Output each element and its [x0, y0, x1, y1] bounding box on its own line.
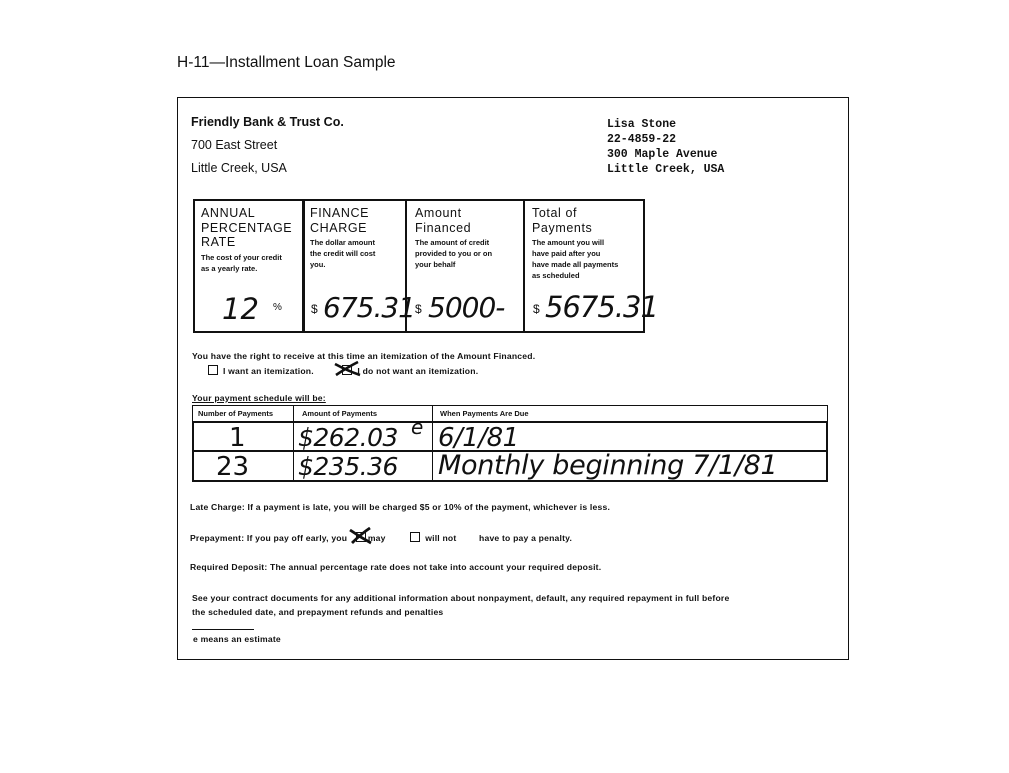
- late-charge-text: If a payment is late, you will be charged $5 or 10% of the payment, whichever is less.: [247, 502, 611, 512]
- prepayment-will-not-option[interactable]: [410, 533, 459, 543]
- apr-unit: %: [273, 302, 282, 313]
- apr-description: The cost of your credit as a yearly rate.: [201, 252, 282, 273]
- finance-dollar-sign: $: [311, 302, 318, 316]
- checkbox-checked-icon[interactable]: [342, 365, 352, 375]
- borrower-address1: 300 Maple Avenue: [607, 148, 718, 161]
- amount-financed-description: The amount of credit provided to you or on your behalf: [415, 238, 493, 269]
- page-title: H-11—Installment Loan Sample: [177, 54, 396, 71]
- table-row-1-due: 6/1/81: [438, 423, 519, 453]
- finance-charge-description: The dollar amount the credit will cost you.: [310, 238, 376, 269]
- itemization-not-option[interactable]: [342, 366, 478, 376]
- form-frame: [177, 97, 849, 660]
- prepayment: [190, 532, 572, 543]
- total-payments-value: 5675.31: [545, 290, 658, 324]
- checkbox-icon[interactable]: [410, 532, 420, 542]
- total-payments-cell: [532, 206, 642, 281]
- late-charge: [190, 502, 610, 512]
- creditor-address2: Little Creek, USA: [191, 161, 287, 175]
- required-deposit-text: The annual percentage rate does not take into account your required deposit.: [270, 562, 602, 572]
- total-payments-description: The amount you will have paid after you have made all payments as scheduled: [532, 238, 619, 280]
- creditor-address1: 700 East Street: [191, 138, 278, 152]
- check-mark-icon: [333, 361, 363, 377]
- prepayment-rest: have to pay a penalty.: [479, 533, 573, 543]
- table-row-1-amount: $262.03: [298, 423, 398, 452]
- required-deposit-label: Required Deposit:: [190, 562, 268, 572]
- schedule-title: Your payment schedule will be:: [192, 393, 326, 403]
- creditor-name: Friendly Bank & Trust Co.: [191, 115, 344, 129]
- amount-dollar-sign: $: [415, 302, 422, 316]
- late-charge-label: Late Charge:: [190, 502, 245, 512]
- footnote: e means an estimate: [193, 634, 281, 644]
- footnote-divider: [192, 629, 254, 630]
- table-row-2-due: Monthly beginning 7/1/81: [438, 450, 778, 481]
- schedule-header-when: When Payments Are Due: [440, 409, 529, 418]
- prepayment-may-option[interactable]: [356, 533, 388, 543]
- borrower-name: Lisa Stone: [607, 118, 677, 131]
- prepayment-text: If you pay off early, you: [246, 533, 348, 543]
- schedule-header-amount: Amount of Payments: [302, 409, 378, 418]
- itemization-options: [208, 365, 478, 376]
- amount-financed-title: Amount Financed: [415, 206, 472, 235]
- creditor-block: [191, 111, 344, 180]
- total-dollar-sign: $: [533, 302, 540, 316]
- prepayment-will-not-label: will not: [425, 533, 457, 543]
- itemization-want-option[interactable]: [208, 366, 316, 376]
- table-row-2-number: 23: [216, 452, 250, 482]
- prepayment-label: Prepayment:: [190, 533, 245, 543]
- contract-note-line2: the scheduled date, and prepayment refunds and penalties: [192, 607, 444, 617]
- prepayment-may-label: may: [367, 533, 386, 543]
- itemization-not-label: I do not want an itemization.: [357, 366, 479, 376]
- borrower-address2: Little Creek, USA: [607, 163, 725, 176]
- amount-financed-cell: [415, 206, 520, 270]
- contract-note: [192, 591, 729, 619]
- checkbox-checked-icon[interactable]: [356, 532, 366, 542]
- total-payments-title: Total of Payments: [532, 206, 593, 235]
- itemization-want-label: I want an itemization.: [223, 366, 314, 376]
- borrower-block: [607, 117, 724, 177]
- finance-charge-title: FINANCE CHARGE: [310, 206, 370, 235]
- itemization-text: You have the right to receive at this time an itemization of the Amount Financed.: [192, 351, 536, 361]
- apr-cell: [201, 206, 301, 274]
- contract-note-line1: See your contract documents for any additional information about nonpayment, default, any required repayment in full before: [192, 593, 730, 603]
- table-row-2-amount: $235.36: [298, 452, 398, 481]
- borrower-account: 22-4859-22: [607, 133, 677, 146]
- schedule-header-number: Number of Payments: [198, 409, 274, 418]
- apr-title: ANNUAL PERCENTAGE RATE: [201, 206, 293, 249]
- finance-charge-value: 675.31: [323, 291, 415, 324]
- table-row-1-estimate-mark: e: [411, 415, 424, 439]
- required-deposit: [190, 562, 601, 572]
- table-row-1-number: 1: [229, 423, 246, 453]
- checkbox-icon[interactable]: [208, 365, 218, 375]
- amount-financed-value: 5000-: [428, 291, 505, 324]
- apr-value: 12: [222, 292, 259, 326]
- finance-charge-cell: [310, 206, 405, 270]
- check-mark-icon: [348, 527, 374, 545]
